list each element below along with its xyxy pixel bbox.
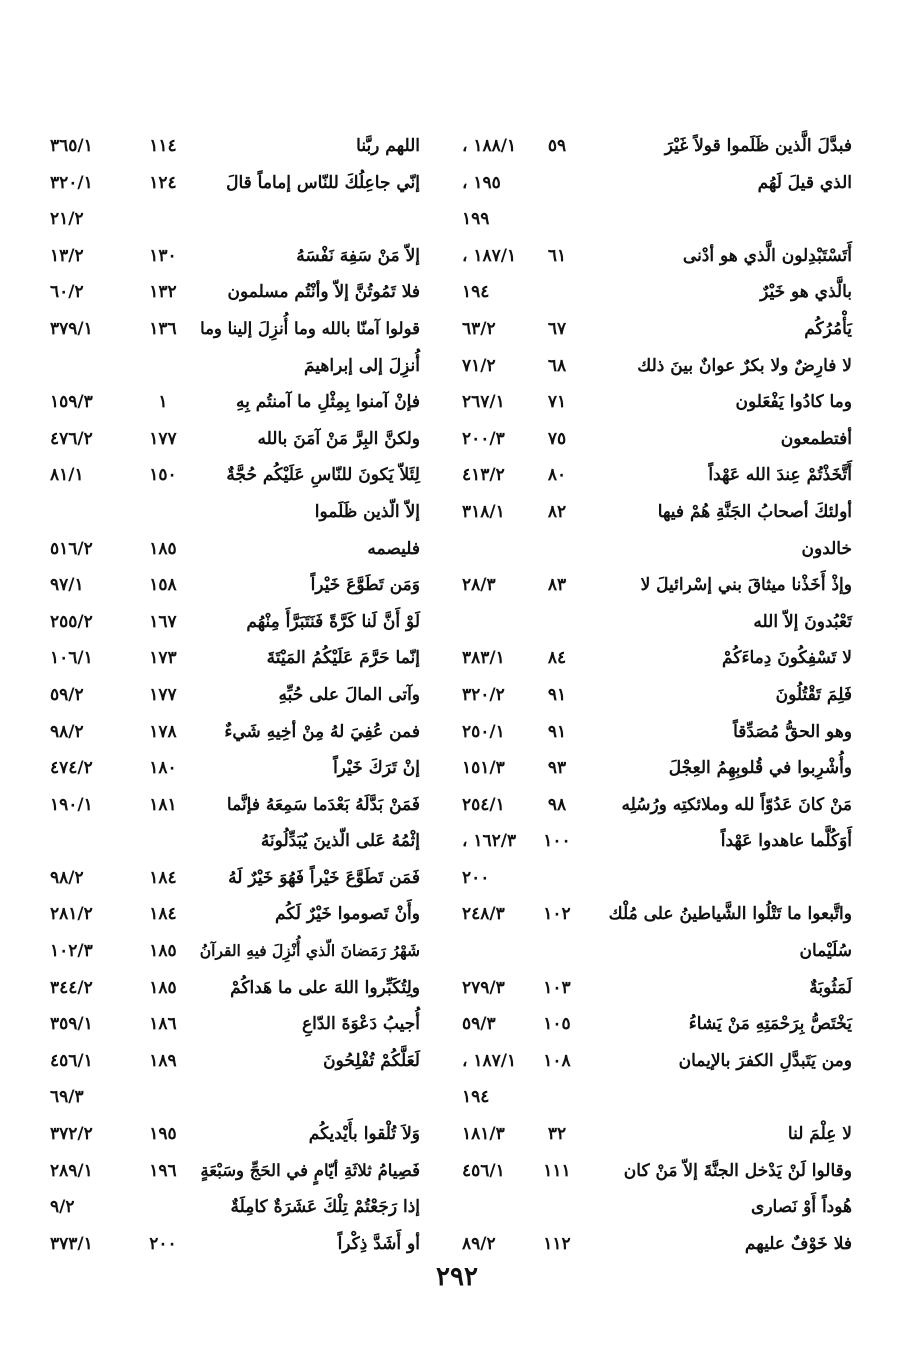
verse-text: أولئكَ أصحابُ الجَنَّةِ هُمْ فيها: [657, 501, 852, 522]
page-reference: ٢٨/٣: [462, 575, 496, 596]
verse-number: ٥٩: [547, 136, 567, 156]
verse-text: فلا تَمُوتُنَّ إلاّ وأنْتُم مسلمون: [227, 282, 420, 303]
verse-number: ٦١: [547, 245, 567, 266]
page-reference: ٢٥٠/١: [462, 721, 505, 742]
index-row: [50, 1116, 450, 1153]
verse-text: لِئَلاّ يَكونَ للنّاسِ عَلَيْكُم حُجَّةٌ: [226, 465, 420, 486]
page-reference: ٣٢٠/٢: [462, 684, 505, 705]
index-row: [50, 823, 450, 860]
verse-number: ٣٢: [547, 1124, 567, 1145]
verse-text: ولكنَّ البِرَّ مَنْ آمَنَ بالله: [257, 428, 420, 449]
page-reference: ٤٧٦/٢: [50, 428, 93, 449]
left-column-rows: [50, 128, 450, 1262]
index-row: [462, 274, 852, 311]
verse-number: ١١٢: [543, 1233, 571, 1254]
page-reference: ٧١/٢: [462, 355, 496, 376]
page-reference: ٨٩/٢: [462, 1233, 496, 1254]
verse-text: إذا رَجَعْتُمْ تِلْكَ عَشَرَةٌ كامِلَةٌ: [230, 1197, 420, 1218]
page-reference: ٩/٢: [50, 1197, 75, 1218]
index-row: [50, 274, 450, 311]
index-row: [50, 201, 450, 238]
page-reference: ٤٥٦/١: [50, 1050, 93, 1071]
index-row: [50, 165, 450, 202]
verse-number: ١٠٥: [543, 1014, 571, 1035]
verse-number: ١٧٧: [149, 428, 177, 449]
page-reference: ٣٤٤/٢: [50, 977, 93, 998]
page-reference: ٢٤٨/٣: [462, 904, 505, 925]
verse-number: ١: [158, 392, 168, 413]
page-reference: ٣٧٩/١: [50, 318, 93, 339]
index-row: [50, 421, 450, 458]
verse-text: فَمَن تَطَوَّعَ خَيْراً فَهُوَ خَيْرٌ لَهُ: [228, 867, 420, 888]
index-row: [50, 896, 450, 933]
page-reference: ٤١٣/٢: [462, 465, 505, 486]
verse-text: وَمَن تَطَوَّعَ خَيْراً: [310, 575, 420, 596]
verse-number: ١٣٢: [149, 282, 177, 303]
verse-text: إنّما حَرَّمَ عَلَيْكُمُ المَيْتَةَ: [266, 648, 420, 669]
page-reference: ٢٠٠: [462, 867, 490, 888]
verse-text: هُوداً أَوْ نَصارى: [751, 1197, 852, 1218]
index-row: [50, 128, 450, 165]
index-row: [50, 384, 450, 421]
index-row: [462, 201, 852, 238]
verse-number: ١٨٦: [149, 1014, 177, 1035]
right-column-rows: [462, 128, 852, 1262]
page-reference: ٣٦٥/١: [50, 136, 93, 156]
verse-text: مَنْ كانَ عَدُوّاً لله وملائكتِه ورُسُلِه: [621, 794, 852, 815]
verse-text: فلا خَوْفٌ عليهم: [744, 1233, 852, 1254]
index-row: [462, 311, 852, 348]
index-row: [462, 1189, 852, 1226]
index-row: [462, 823, 852, 860]
verse-text: وهو الحقُّ مُصَدِّقاً: [733, 721, 852, 742]
index-row: [462, 640, 852, 677]
index-row: [462, 494, 852, 531]
verse-text: فليصمه: [367, 538, 420, 559]
index-row: [462, 238, 852, 275]
verse-text: لَعَلَّكُمْ تُفْلِحُونَ: [323, 1050, 420, 1071]
page-reference: ٢٧٩/٣: [462, 977, 505, 998]
verse-text: اللهم ربَّنا: [356, 136, 420, 156]
verse-number: ١٠٢: [543, 904, 571, 925]
verse-number: ١١١: [543, 1160, 571, 1181]
verse-text: لا فارِضٌ ولا بكرٌ عوانٌ بينَ ذلك: [637, 355, 852, 376]
verse-text: وإذْ أَخَذْنا ميثاقَ بني إسْرائيلَ لا: [640, 575, 852, 596]
verse-number: ١٥٠: [149, 465, 177, 486]
verse-number: ١٥٨: [149, 575, 177, 596]
verse-text: واتَّبعوا ما تَتْلُوا الشَّياطينُ على مُلْك: [608, 904, 852, 925]
index-row: [462, 1153, 852, 1190]
index-row: [462, 714, 852, 751]
page-reference: ٢٦٧/١: [462, 392, 505, 413]
verse-number: ١٨٠: [149, 758, 177, 779]
verse-text: فَمَنْ بَدَّلَهُ بَعْدَما سَمِعَهُ فإنَّما: [226, 794, 420, 815]
page-reference: ١٩٩: [462, 209, 490, 230]
page-reference: ٩٨/٢: [50, 721, 84, 742]
verse-number: ١٧٧: [149, 684, 177, 705]
index-row: [462, 896, 852, 933]
verse-number: ١٦٧: [149, 611, 177, 632]
left-column: [50, 128, 450, 1254]
verse-text: ومن يَتَبدَّلِ الكفرَ بالإيمان: [678, 1050, 852, 1071]
verse-text: لَوْ أَنَّ لَنا كَرَّةً فَنَتَبَرَّأَ مِنْهُم: [246, 611, 420, 632]
page-reference: ٨١/١: [50, 465, 84, 486]
verse-number: ٦٧: [547, 318, 567, 339]
index-row: [462, 1006, 852, 1043]
page-reference: ١٠٦/١: [50, 648, 93, 669]
page-reference: ٣١٨/١: [462, 501, 505, 522]
verse-text: خالدون: [801, 538, 852, 559]
page-reference: ١٥٩/٣: [50, 392, 93, 413]
index-row: [50, 1006, 450, 1043]
page-reference: ٢٥٤/١: [462, 794, 505, 815]
index-row: [462, 1226, 852, 1263]
verse-number: ٩٣: [547, 758, 567, 779]
verse-number: ٧٥: [547, 428, 567, 449]
verse-number: ١٨٥: [149, 941, 177, 962]
verse-text: بالَّذي هو خَيْرٌ: [760, 282, 852, 303]
verse-text: أفتطمعون: [780, 428, 852, 449]
verse-text: أَتَسْتَبْدِلون الَّذي هو أدْنى: [682, 245, 852, 266]
page-reference: ٥٩/٢: [50, 684, 84, 705]
index-row: [50, 1153, 450, 1190]
verse-text: وما كادُوا يَفْعَلون: [735, 392, 852, 413]
verse-text: يَخْتَصُّ بِرَحْمَتِهِ مَنْ يَشاءُ: [688, 1014, 852, 1035]
index-row: [462, 128, 852, 165]
verse-number: ٩١: [547, 684, 567, 705]
index-row: [50, 860, 450, 897]
index-row: [462, 677, 852, 714]
right-column: [462, 128, 852, 1254]
index-row: [50, 714, 450, 751]
page-reference: ٢١/٢: [50, 209, 84, 230]
verse-text: أو أَشَدَّ ذِكْراً: [337, 1233, 420, 1254]
verse-number: ١٣٦: [149, 318, 177, 339]
verse-number: ١٠٣: [543, 977, 571, 998]
index-row: [50, 567, 450, 604]
verse-number: ١٨٤: [149, 904, 177, 925]
index-row: [50, 677, 450, 714]
verse-text: قولوا آمنّا بالله وما أُنزِلَ إلينا وما: [200, 318, 420, 338]
index-row: [462, 531, 852, 568]
page-reference: ٣٧٣/١: [50, 1233, 93, 1254]
page-reference: ١٨٧/١ ،: [462, 245, 517, 266]
verse-text: أُنزِلَ إلى إبراهيمَ: [303, 355, 420, 376]
verse-number: ٨٠: [547, 465, 567, 486]
verse-text: فَصِيامُ ثلاثَةِ أيّامٍ في الحَجِّ وسَبْعَةٍ: [200, 1160, 420, 1180]
page-reference: ١٨٨/١ ،: [462, 136, 517, 156]
verse-number: ٩٨: [547, 794, 567, 815]
verse-text: إنّي جاعِلُكَ للنّاس إماماً قالَ: [226, 172, 420, 193]
index-row: [50, 933, 450, 970]
index-row: [462, 1079, 852, 1116]
verse-text: فَلِمَ تَقْتُلُونَ: [775, 684, 852, 705]
index-row: [50, 494, 450, 531]
index-row: [462, 457, 852, 494]
index-row: [50, 604, 450, 641]
page-reference: ١٠٢/٣: [50, 941, 93, 962]
verse-number: ١٨٥: [149, 538, 177, 559]
page-reference: ٣٧٢/٢: [50, 1124, 93, 1145]
index-row: [50, 970, 450, 1007]
verse-number: ١٧٣: [149, 648, 177, 669]
page-reference: ١٩٥ ،: [462, 172, 501, 193]
index-row: [50, 1226, 450, 1263]
index-row: [50, 787, 450, 824]
verse-number: ١٩٥: [149, 1124, 177, 1145]
page-reference: ١٩٤: [462, 282, 490, 303]
verse-text: وآتى المالَ على حُبِّهِ: [278, 684, 420, 705]
page-reference: ١٩٤: [462, 1087, 490, 1108]
page-reference: ٩٧/١: [50, 575, 84, 596]
page-reference: ٦٩/٣: [50, 1087, 84, 1108]
verse-text: وأَنْ تَصوموا خَيْرٌ لَكُم: [275, 904, 420, 925]
verse-number: ٨٣: [547, 575, 567, 596]
verse-number: ١٧٨: [149, 721, 177, 742]
index-row: [462, 567, 852, 604]
verse-text: لَمَثُوبَةٌ: [809, 977, 852, 998]
index-row: [50, 348, 450, 385]
page-reference: ٥٩/٣: [462, 1014, 496, 1035]
verse-number: ١٨٤: [149, 867, 177, 888]
page-reference: ٤٧٤/٢: [50, 758, 93, 779]
index-row: [462, 860, 852, 897]
verse-text: وقالوا لَنْ يَدْخل الجنَّةَ إلاّ مَنْ كان: [623, 1160, 852, 1181]
index-row: [462, 750, 852, 787]
index-row: [462, 604, 852, 641]
verse-text: إلاّ الّذين ظَلَموا: [314, 501, 420, 522]
index-row: [50, 640, 450, 677]
verse-number: ٨٤: [547, 648, 567, 669]
index-row: [50, 1189, 450, 1226]
verse-text: الذي قيلَ لَهُم: [757, 172, 852, 193]
page-reference: ١٨١/٣: [462, 1124, 505, 1145]
verse-number: ٨٢: [547, 501, 567, 522]
verse-text: فمن عُفِيَ لهُ مِنْ أخِيهِ شَيءٌ: [224, 721, 420, 742]
verse-text: إثْمُهُ عَلى الّذينَ يُبَدِّلُونَهُ: [260, 831, 420, 852]
page-reference: ١٩٠/١: [50, 794, 93, 815]
verse-number: ٢٠٠: [149, 1233, 177, 1254]
verse-text: لا تَسْفِكُونَ دِماءَكُمْ: [722, 648, 852, 669]
index-row: [462, 1116, 852, 1153]
page-reference: ٦٠/٢: [50, 282, 84, 303]
verse-number: ١٠٠: [543, 831, 571, 852]
page-reference: ٢٥٥/٢: [50, 611, 93, 632]
index-row: [50, 311, 450, 348]
page-reference: ٦٣/٢: [462, 318, 496, 339]
index-row: [462, 165, 852, 202]
verse-text: فبدَّلَ الَّذين ظَلَموا قولاً غَيْرَ: [664, 136, 852, 156]
index-row: [462, 421, 852, 458]
index-row: [50, 531, 450, 568]
index-row: [50, 457, 450, 494]
verse-text: وأُشْرِبوا في قُلوبِهِمُ العِجْلَ: [668, 758, 852, 779]
page-reference: ٢٨١/٢: [50, 904, 93, 925]
verse-number: ٩١: [547, 721, 567, 742]
page-number: ٢٩٢: [436, 1262, 478, 1292]
verse-number: ١٨٥: [149, 977, 177, 998]
page-reference: ٥١٦/٢: [50, 538, 93, 559]
page-reference: ٢٠٠/٣: [462, 428, 505, 449]
verse-number: ١٣٠: [149, 245, 177, 266]
page-reference: ٢٨٩/١: [50, 1160, 93, 1181]
verse-number: ٦٨: [547, 355, 567, 376]
verse-text: تَعْبُدونَ إلاّ الله: [753, 611, 852, 632]
index-row: [50, 1043, 450, 1080]
verse-number: ١٢٤: [149, 172, 177, 193]
verse-text: ولِتُكَبِّروا اللهَ على ما هَداكُمْ: [230, 977, 420, 998]
verse-text: أَوَكُلَّما عاهدوا عَهْداً: [720, 831, 852, 852]
index-row: [462, 384, 852, 421]
index-row: [462, 348, 852, 385]
verse-number: ١٨٩: [149, 1050, 177, 1071]
index-row: [462, 787, 852, 824]
verse-number: ١٨١: [149, 794, 177, 815]
index-row: [50, 750, 450, 787]
index-row: [462, 1043, 852, 1080]
page-reference: ٣٢٠/١: [50, 172, 93, 193]
verse-number: ١٩٦: [149, 1160, 177, 1181]
verse-number: ٧١: [547, 392, 567, 413]
verse-text: فإنْ آمنوا بِمِثْلِ ما آمنتُم بِهِ: [236, 392, 420, 413]
index-row: [50, 238, 450, 275]
verse-text: إلاّ مَنْ سَفِهَ نَفْسَهُ: [296, 245, 420, 266]
verse-number: ١١٤: [149, 136, 177, 156]
page-reference: ٤٥٦/١: [462, 1160, 505, 1181]
verse-text: شَهْرُ رَمَضانَ الّذي أُنْزِلَ فيهِ القرآنُ: [199, 941, 420, 961]
page-reference: ١٥١/٣: [462, 758, 505, 779]
page-reference: ٩٨/٢: [50, 867, 84, 888]
index-row: [462, 970, 852, 1007]
page-reference: ٣٥٩/١: [50, 1014, 93, 1035]
page-reference: ١٦٢/٣ ،: [462, 831, 517, 852]
page-reference: ٣٨٣/١: [462, 648, 505, 669]
index-row: [50, 1079, 450, 1116]
verse-number: ١٠٨: [543, 1050, 571, 1071]
verse-text: أُجيبُ دَعْوَةَ الدّاعِ: [302, 1014, 420, 1035]
index-row: [462, 933, 852, 970]
verse-text: سُلَيْمان: [799, 941, 852, 962]
verse-text: إنْ تَرَكَ خَيْراً: [333, 758, 420, 779]
verse-text: لا عِلْمَ لنا: [787, 1124, 852, 1145]
verse-text: أَتَّخَذْتُمْ عِندَ الله عَهْداً: [708, 465, 852, 486]
page-reference: ١٣/٢: [50, 245, 84, 266]
page-reference: ١٨٧/١ ،: [462, 1050, 517, 1071]
verse-text: يَأْمُرُكُم: [804, 318, 852, 339]
verse-text: وَلاَ تُلْقوا بأَيْديكُم: [308, 1124, 420, 1145]
